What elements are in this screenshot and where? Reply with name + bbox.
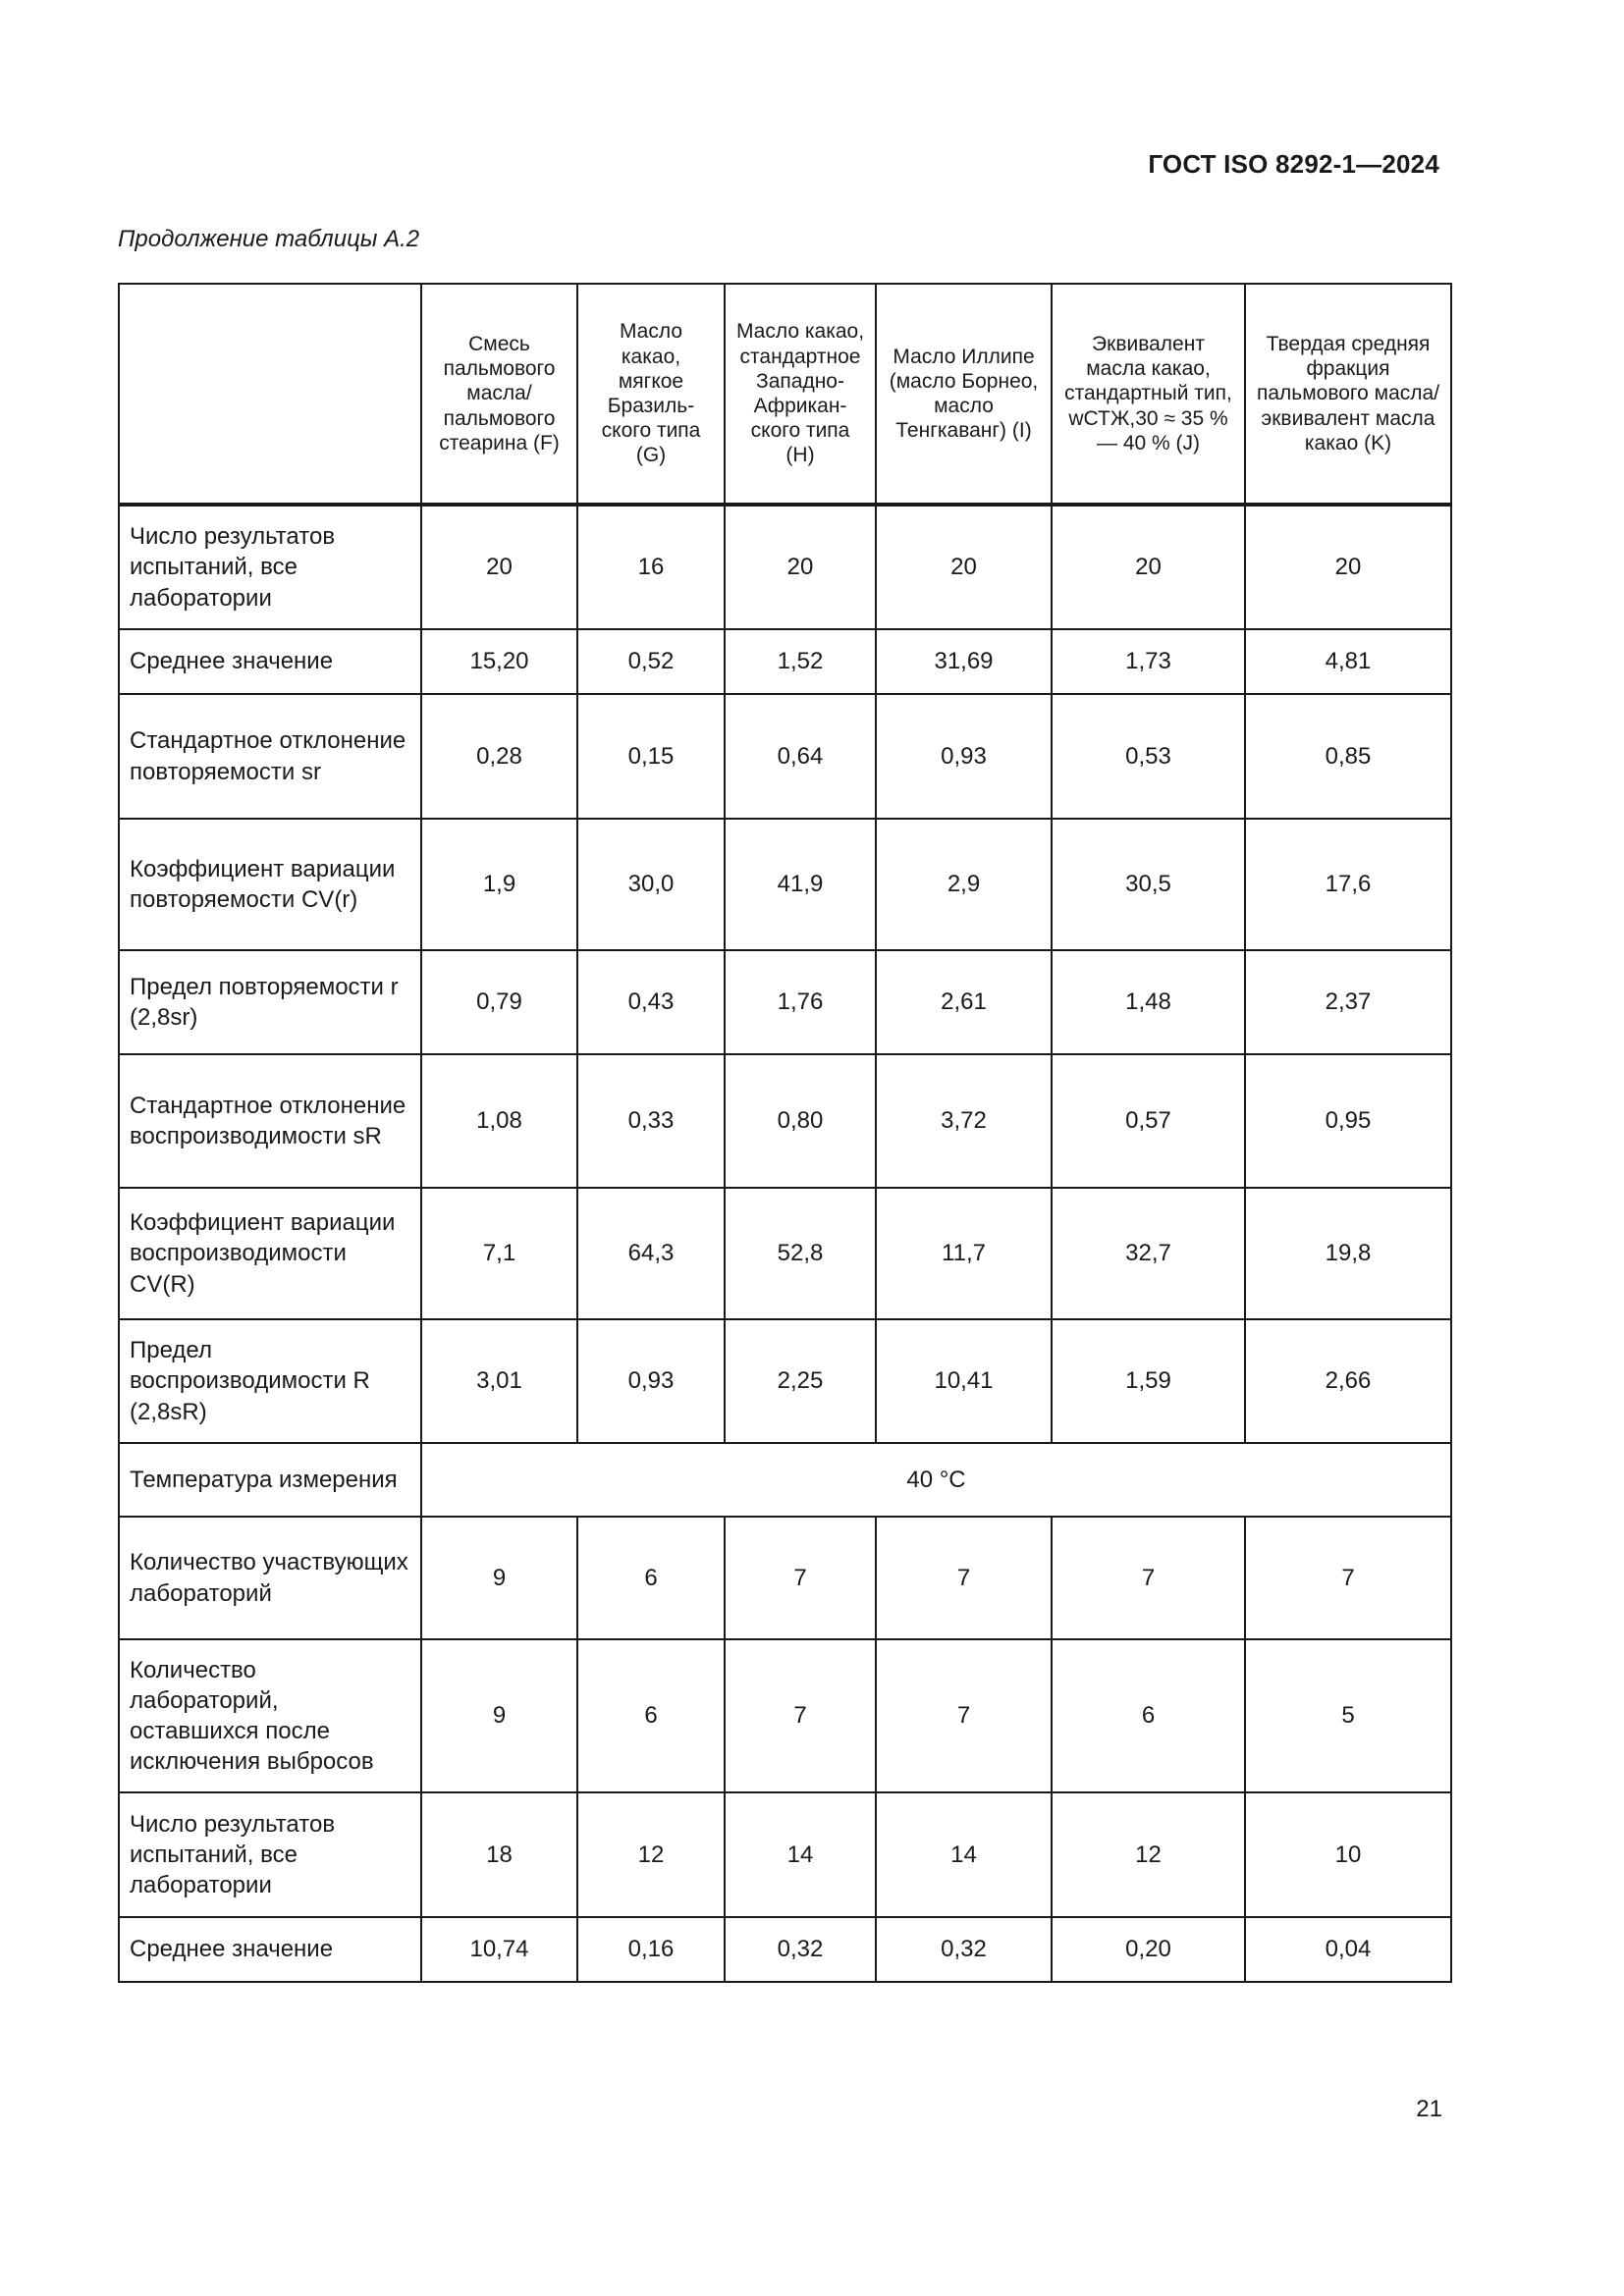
table-cell: 3,01 <box>421 1319 577 1443</box>
table-cell: 14 <box>876 1792 1052 1917</box>
table-cell: 6 <box>577 1517 725 1639</box>
table-cell: 6 <box>577 1639 725 1792</box>
page-number: 21 <box>1416 2096 1442 2122</box>
table-row <box>119 950 1451 1054</box>
table-cell: 0,15 <box>577 694 725 819</box>
table-row <box>119 629 1451 694</box>
table-cell: 11,7 <box>876 1188 1052 1319</box>
table-cell: 20 <box>421 505 577 629</box>
table-cell: 41,9 <box>725 819 876 950</box>
table-cell: 0,53 <box>1052 694 1245 819</box>
row-label: Температура измерения <box>119 1443 421 1517</box>
table-cell: 4,81 <box>1245 629 1451 694</box>
table-cell: 0,16 <box>577 1917 725 1982</box>
table-cell: 52,8 <box>725 1188 876 1319</box>
table-cell: 1,08 <box>421 1054 577 1188</box>
table-cell: 0,93 <box>577 1319 725 1443</box>
table-cell: 32,7 <box>1052 1188 1245 1319</box>
table-cell: 2,9 <box>876 819 1052 950</box>
row-label: Среднее значение <box>119 629 421 694</box>
column-header: Твердая средняя фракция пальмового масла/ эквивалент масла какао (K) <box>1245 284 1451 505</box>
table-cell: 10,41 <box>876 1319 1052 1443</box>
table-cell: 7 <box>725 1517 876 1639</box>
table-cell: 0,52 <box>577 629 725 694</box>
row-label: Количество лабораторий, оставшихся после исключения выбросов <box>119 1639 421 1792</box>
table-row <box>119 505 1451 629</box>
merged-table-cell: 40 °C <box>421 1443 1451 1517</box>
table-cell: 20 <box>1245 505 1451 629</box>
table-cell: 2,37 <box>1245 950 1451 1054</box>
table-cell: 31,69 <box>876 629 1052 694</box>
table-cell: 1,52 <box>725 629 876 694</box>
table-cell: 0,04 <box>1245 1917 1451 1982</box>
row-label: Число результатов испытаний, все лаборатории <box>119 505 421 629</box>
table-cell: 1,76 <box>725 950 876 1054</box>
column-header: Масло Иллипе (масло Борнео, масло Тенгкаванг) (I) <box>876 284 1052 505</box>
table-cell: 3,72 <box>876 1054 1052 1188</box>
table-row <box>119 1792 1451 1917</box>
row-label: Коэффициент вариации повторяемости CV(r) <box>119 819 421 950</box>
table-cell: 0,93 <box>876 694 1052 819</box>
table-cell: 10 <box>1245 1792 1451 1917</box>
table-cell: 7 <box>876 1639 1052 1792</box>
table-cell: 10,74 <box>421 1917 577 1982</box>
table-cell: 1,73 <box>1052 629 1245 694</box>
table-cell: 0,79 <box>421 950 577 1054</box>
table-cell: 0,20 <box>1052 1917 1245 1982</box>
table-cell: 16 <box>577 505 725 629</box>
standard-designation: ГОСТ ISO 8292-1—2024 <box>1148 149 1439 179</box>
table-cell: 0,43 <box>577 950 725 1054</box>
table-cell: 15,20 <box>421 629 577 694</box>
table-cell: 0,28 <box>421 694 577 819</box>
table-cell: 30,5 <box>1052 819 1245 950</box>
column-header: Смесь пальмового масла/ пальмового стеарина (F) <box>421 284 577 505</box>
row-label: Предел повторяемости r (2,8sr) <box>119 950 421 1054</box>
table-cell: 9 <box>421 1517 577 1639</box>
table-header-row <box>119 284 1451 505</box>
table-row <box>119 1917 1451 1982</box>
table-cell: 14 <box>725 1792 876 1917</box>
table-cell: 9 <box>421 1639 577 1792</box>
table-cell: 7 <box>1245 1517 1451 1639</box>
table-cell: 0,85 <box>1245 694 1451 819</box>
table-continuation-caption: Продолжение таблицы А.2 <box>118 226 420 252</box>
table-cell: 1,9 <box>421 819 577 950</box>
column-header: Эквивалент масла какао, стандартный тип, wСТЖ,30 ≈ 35 % — 40 % (J) <box>1052 284 1245 505</box>
table-cell: 20 <box>725 505 876 629</box>
row-label: Коэффициент вариации воспроизводимости CV(R) <box>119 1188 421 1319</box>
table-cell: 0,80 <box>725 1054 876 1188</box>
table-cell: 1,59 <box>1052 1319 1245 1443</box>
header-empty-cell <box>119 284 421 505</box>
table-row <box>119 1188 1451 1319</box>
row-label: Стандартное отклонение повторяемости sr <box>119 694 421 819</box>
table-cell: 18 <box>421 1792 577 1917</box>
table-row <box>119 1639 1451 1792</box>
table-cell: 17,6 <box>1245 819 1451 950</box>
table-cell: 0,32 <box>876 1917 1052 1982</box>
table-row <box>119 694 1451 819</box>
row-label: Предел воспроизводимости R (2,8sR) <box>119 1319 421 1443</box>
table-cell: 12 <box>1052 1792 1245 1917</box>
column-header: Масло какао, мягкое Бразиль-ского типа (G) <box>577 284 725 505</box>
row-label: Число результатов испытаний, все лаборатории <box>119 1792 421 1917</box>
table-cell: 30,0 <box>577 819 725 950</box>
table-cell: 19,8 <box>1245 1188 1451 1319</box>
table-row <box>119 1443 1451 1517</box>
precision-data-table <box>118 283 1452 1983</box>
table-cell: 7,1 <box>421 1188 577 1319</box>
table-cell: 1,48 <box>1052 950 1245 1054</box>
table-cell: 2,61 <box>876 950 1052 1054</box>
table-cell: 12 <box>577 1792 725 1917</box>
table-cell: 20 <box>1052 505 1245 629</box>
table-cell: 6 <box>1052 1639 1245 1792</box>
table-cell: 7 <box>1052 1517 1245 1639</box>
table-cell: 20 <box>876 505 1052 629</box>
table-row <box>119 819 1451 950</box>
table-cell: 0,64 <box>725 694 876 819</box>
row-label: Среднее значение <box>119 1917 421 1982</box>
row-label: Количество участвующих лабораторий <box>119 1517 421 1639</box>
table-cell: 0,57 <box>1052 1054 1245 1188</box>
table-row <box>119 1517 1451 1639</box>
table-cell: 5 <box>1245 1639 1451 1792</box>
table-cell: 2,66 <box>1245 1319 1451 1443</box>
table-cell: 64,3 <box>577 1188 725 1319</box>
table-cell: 7 <box>725 1639 876 1792</box>
table-cell: 0,32 <box>725 1917 876 1982</box>
table-row <box>119 1054 1451 1188</box>
table-row <box>119 1319 1451 1443</box>
table-cell: 0,95 <box>1245 1054 1451 1188</box>
table-cell: 0,33 <box>577 1054 725 1188</box>
table-cell: 2,25 <box>725 1319 876 1443</box>
table-cell: 7 <box>876 1517 1052 1639</box>
column-header: Масло какао, стандартное Западно-Африкан-ского типа (H) <box>725 284 876 505</box>
row-label: Стандартное отклонение воспроизводимости sR <box>119 1054 421 1188</box>
